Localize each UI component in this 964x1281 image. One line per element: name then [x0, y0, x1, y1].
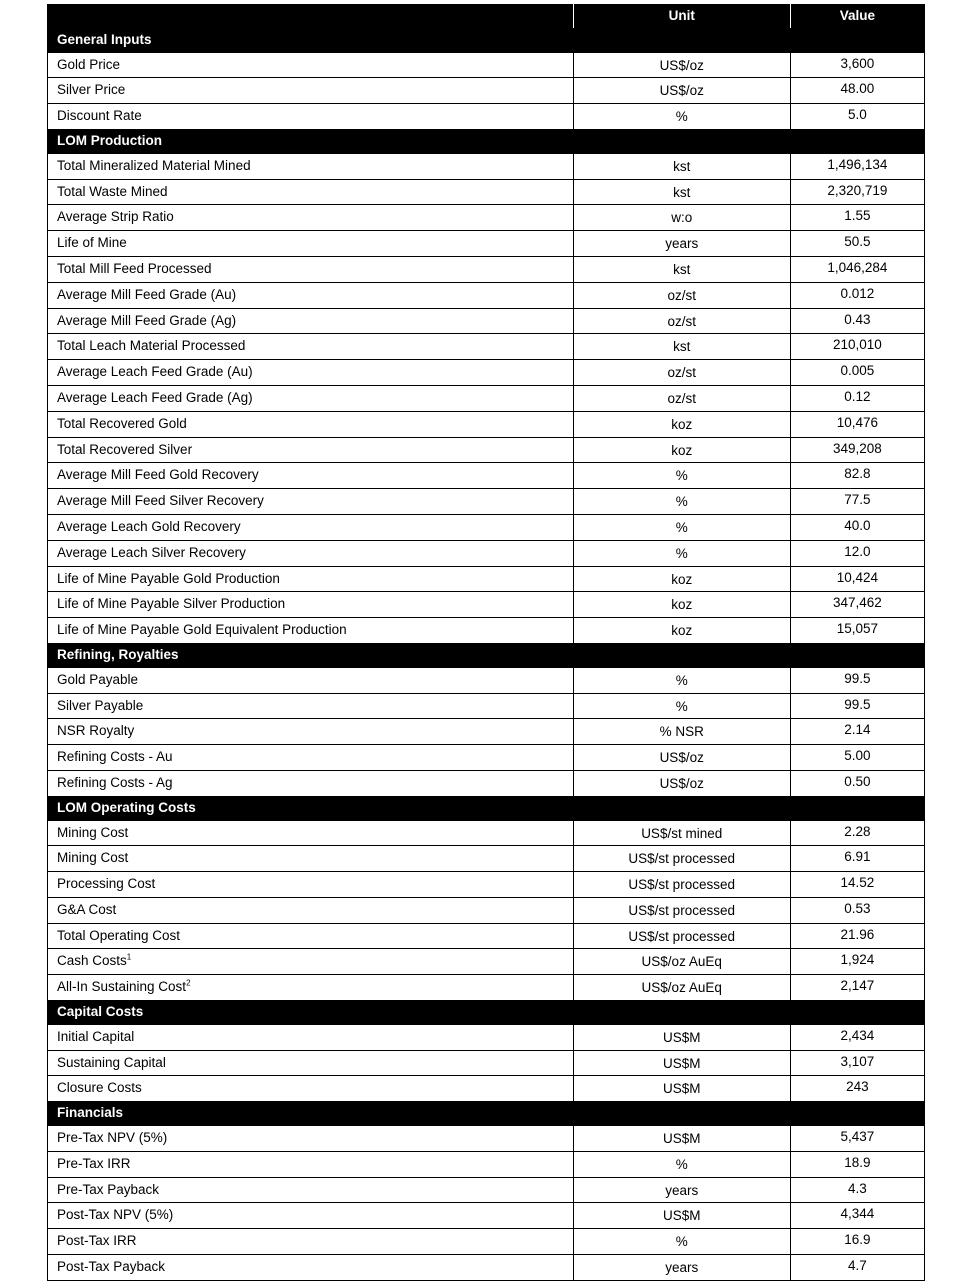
- row-label-cell: [48, 489, 574, 515]
- table-row: [48, 1126, 925, 1152]
- row-label-cell: [48, 308, 574, 334]
- row-label: All-In Sustaining Cost: [57, 979, 187, 995]
- row-value: 0.53: [790, 897, 924, 923]
- table-row: [48, 1151, 925, 1177]
- row-label: Life of Mine Payable Gold Equivalent Production: [57, 622, 347, 638]
- row-label-cell: [48, 1076, 574, 1102]
- row-label-cell: [48, 693, 574, 719]
- table-body: [48, 28, 925, 1280]
- row-label: Average Leach Feed Grade (Au): [57, 364, 253, 380]
- row-label: Silver Price: [57, 82, 126, 98]
- row-unit: US$/st mined: [573, 820, 790, 846]
- row-label: Refining Costs - Au: [57, 749, 173, 765]
- row-label: Average Mill Feed Gold Recovery: [57, 467, 259, 483]
- row-unit: years: [573, 1255, 790, 1281]
- row-value: 3,600: [790, 52, 924, 78]
- table-row: [48, 846, 925, 872]
- table-row: [48, 745, 925, 771]
- row-unit: oz/st: [573, 360, 790, 386]
- row-label-cell: [48, 78, 574, 104]
- row-value: 2.14: [790, 719, 924, 745]
- row-label: Average Leach Feed Grade (Ag): [57, 389, 253, 405]
- row-value: 1,496,134: [790, 153, 924, 179]
- row-unit: years: [573, 1177, 790, 1203]
- table-header-row: [48, 5, 925, 29]
- row-unit: %: [573, 1151, 790, 1177]
- row-label-cell: [48, 770, 574, 796]
- table-row: [48, 1229, 925, 1255]
- row-label: Sustaining Capital: [57, 1054, 166, 1070]
- row-value: 14.52: [790, 872, 924, 898]
- row-label-cell: [48, 385, 574, 411]
- table-row: [48, 489, 925, 515]
- row-label: Average Mill Feed Grade (Ag): [57, 312, 237, 328]
- table-row: [48, 437, 925, 463]
- row-unit: US$M: [573, 1050, 790, 1076]
- row-label-cell: [48, 923, 574, 949]
- table-row: [48, 463, 925, 489]
- section-header-row: [48, 643, 925, 667]
- row-label-cell: [48, 179, 574, 205]
- section-title: General Inputs: [48, 28, 925, 52]
- table-row: [48, 897, 925, 923]
- row-label: Total Waste Mined: [57, 183, 168, 199]
- row-label-cell: [48, 1050, 574, 1076]
- row-label-cell: [48, 1255, 574, 1281]
- row-value: 0.012: [790, 282, 924, 308]
- row-label-cell: [48, 411, 574, 437]
- row-label-cell: [48, 872, 574, 898]
- row-unit: koz: [573, 618, 790, 644]
- row-unit: oz/st: [573, 385, 790, 411]
- row-label: Average Mill Feed Silver Recovery: [57, 493, 264, 509]
- row-label-cell: [48, 846, 574, 872]
- row-unit: kst: [573, 179, 790, 205]
- table-row: [48, 334, 925, 360]
- row-label: Initial Capital: [57, 1028, 135, 1044]
- row-value: 5.0: [790, 104, 924, 130]
- row-unit: %: [573, 489, 790, 515]
- table-row: [48, 820, 925, 846]
- row-label-cell: [48, 334, 574, 360]
- row-unit: %: [573, 463, 790, 489]
- table-row: [48, 1255, 925, 1281]
- row-value: 349,208: [790, 437, 924, 463]
- row-label-cell: [48, 1151, 574, 1177]
- row-label-cell: [48, 153, 574, 179]
- row-label-cell: [48, 745, 574, 771]
- row-value: 10,424: [790, 566, 924, 592]
- table-row: [48, 872, 925, 898]
- row-label-cell: [48, 256, 574, 282]
- section-header-row: [48, 1001, 925, 1025]
- row-value: 40.0: [790, 514, 924, 540]
- row-unit: %: [573, 667, 790, 693]
- row-unit: US$/oz: [573, 52, 790, 78]
- table-row: [48, 385, 925, 411]
- row-label: Silver Payable: [57, 697, 144, 713]
- row-label-cell: [48, 566, 574, 592]
- row-value: 243: [790, 1076, 924, 1102]
- section-header-row: [48, 129, 925, 153]
- row-label: Life of Mine: [57, 235, 127, 251]
- row-label: Mining Cost: [57, 850, 129, 866]
- section-header-row: [48, 1102, 925, 1126]
- row-unit: %: [573, 693, 790, 719]
- row-label-cell: [48, 667, 574, 693]
- row-label: Cash Costs: [57, 953, 127, 969]
- row-label: Processing Cost: [57, 876, 156, 892]
- row-unit: %: [573, 514, 790, 540]
- table-row: [48, 411, 925, 437]
- table-row: [48, 1177, 925, 1203]
- table-row: [48, 592, 925, 618]
- row-label-cell: [48, 231, 574, 257]
- row-label: Total Mineralized Material Mined: [57, 157, 251, 173]
- row-value: 0.12: [790, 385, 924, 411]
- row-unit: %: [573, 104, 790, 130]
- row-label-cell: [48, 618, 574, 644]
- row-label: G&A Cost: [57, 901, 117, 917]
- row-unit: oz/st: [573, 282, 790, 308]
- row-unit: US$/oz: [573, 745, 790, 771]
- row-value: 0.005: [790, 360, 924, 386]
- row-label: Post-Tax NPV (5%): [57, 1207, 174, 1223]
- row-value: 1.55: [790, 205, 924, 231]
- table-row: [48, 514, 925, 540]
- row-label: Pre-Tax NPV (5%): [57, 1130, 168, 1146]
- table-row: [48, 719, 925, 745]
- row-label-cell: [48, 540, 574, 566]
- row-label: Total Operating Cost: [57, 927, 181, 943]
- table-row: [48, 52, 925, 78]
- table-row: [48, 566, 925, 592]
- row-value: 99.5: [790, 693, 924, 719]
- table-row: [48, 1076, 925, 1102]
- row-label: Closure Costs: [57, 1080, 142, 1096]
- row-label: Refining Costs - Ag: [57, 774, 173, 790]
- row-value: 2,147: [790, 975, 924, 1001]
- row-label-cell: [48, 282, 574, 308]
- row-unit: koz: [573, 437, 790, 463]
- row-label-cell: [48, 463, 574, 489]
- row-label: Mining Cost: [57, 824, 129, 840]
- header-unit: Unit: [573, 5, 790, 29]
- row-unit: koz: [573, 566, 790, 592]
- row-value: 210,010: [790, 334, 924, 360]
- row-value: 10,476: [790, 411, 924, 437]
- row-unit: US$/oz AuEq: [573, 949, 790, 975]
- section-header-row: [48, 796, 925, 820]
- row-value: 4,344: [790, 1203, 924, 1229]
- row-value: 15,057: [790, 618, 924, 644]
- table-row: [48, 693, 925, 719]
- table-row: [48, 282, 925, 308]
- row-label-cell: [48, 360, 574, 386]
- row-unit: % NSR: [573, 719, 790, 745]
- row-value: 0.50: [790, 770, 924, 796]
- row-label: Total Recovered Silver: [57, 441, 193, 457]
- footnote-marker: 2: [186, 978, 191, 988]
- table-row: [48, 618, 925, 644]
- row-value: 99.5: [790, 667, 924, 693]
- section-title: Refining, Royalties: [48, 643, 925, 667]
- row-label-cell: [48, 975, 574, 1001]
- row-unit: US$/st processed: [573, 846, 790, 872]
- row-value: 2,320,719: [790, 179, 924, 205]
- row-value: 3,107: [790, 1050, 924, 1076]
- row-label: Average Leach Silver Recovery: [57, 544, 246, 560]
- row-label-cell: [48, 104, 574, 130]
- row-unit: US$M: [573, 1076, 790, 1102]
- row-label: Pre-Tax IRR: [57, 1155, 131, 1171]
- row-label: Average Strip Ratio: [57, 209, 174, 225]
- row-unit: US$M: [573, 1203, 790, 1229]
- row-unit: oz/st: [573, 308, 790, 334]
- table-row: [48, 770, 925, 796]
- table-row: [48, 231, 925, 257]
- row-unit: %: [573, 1229, 790, 1255]
- row-label-cell: [48, 1126, 574, 1152]
- row-label: Discount Rate: [57, 108, 142, 124]
- section-title: Financials: [48, 1102, 925, 1126]
- row-unit: US$M: [573, 1126, 790, 1152]
- row-label: Total Leach Material Processed: [57, 338, 246, 354]
- table-row: [48, 179, 925, 205]
- table-row: [48, 104, 925, 130]
- table-row: [48, 153, 925, 179]
- table-row: [48, 360, 925, 386]
- row-value: 6.91: [790, 846, 924, 872]
- row-value: 77.5: [790, 489, 924, 515]
- row-value: 347,462: [790, 592, 924, 618]
- table-row: [48, 540, 925, 566]
- row-value: 2.28: [790, 820, 924, 846]
- row-value: 1,046,284: [790, 256, 924, 282]
- row-unit: kst: [573, 334, 790, 360]
- row-label: Post-Tax Payback: [57, 1259, 166, 1275]
- section-title: LOM Production: [48, 129, 925, 153]
- row-value: 1,924: [790, 949, 924, 975]
- row-value: 4.3: [790, 1177, 924, 1203]
- row-label-cell: [48, 1203, 574, 1229]
- header-label: [48, 5, 574, 29]
- row-label-cell: [48, 205, 574, 231]
- row-unit: w:o: [573, 205, 790, 231]
- row-label-cell: [48, 514, 574, 540]
- row-label: Gold Payable: [57, 671, 139, 687]
- row-unit: %: [573, 540, 790, 566]
- table-row: [48, 1203, 925, 1229]
- row-label: Post-Tax IRR: [57, 1233, 137, 1249]
- row-label: Gold Price: [57, 56, 121, 72]
- table-row: [48, 205, 925, 231]
- table-row: [48, 975, 925, 1001]
- row-value: 21.96: [790, 923, 924, 949]
- row-value: 82.8: [790, 463, 924, 489]
- row-unit: US$/st processed: [573, 897, 790, 923]
- row-label: Average Mill Feed Grade (Au): [57, 286, 237, 302]
- row-value: 12.0: [790, 540, 924, 566]
- row-unit: US$/st processed: [573, 872, 790, 898]
- table-row: [48, 256, 925, 282]
- table-row: [48, 667, 925, 693]
- row-unit: kst: [573, 153, 790, 179]
- row-value: 4.7: [790, 1255, 924, 1281]
- row-label: NSR Royalty: [57, 723, 135, 739]
- row-label-cell: [48, 820, 574, 846]
- row-label-cell: [48, 897, 574, 923]
- section-title: LOM Operating Costs: [48, 796, 925, 820]
- table-row: [48, 78, 925, 104]
- section-title: Capital Costs: [48, 1001, 925, 1025]
- row-label-cell: [48, 1024, 574, 1050]
- table-row: [48, 1024, 925, 1050]
- row-label: Total Mill Feed Processed: [57, 260, 212, 276]
- row-label-cell: [48, 592, 574, 618]
- row-label: Pre-Tax Payback: [57, 1181, 160, 1197]
- summary-table: [47, 4, 925, 1281]
- row-value: 18.9: [790, 1151, 924, 1177]
- row-unit: koz: [573, 592, 790, 618]
- row-value: 0.43: [790, 308, 924, 334]
- row-unit: US$/oz: [573, 770, 790, 796]
- row-unit: US$/st processed: [573, 923, 790, 949]
- row-label-cell: [48, 949, 574, 975]
- row-value: 5.00: [790, 745, 924, 771]
- row-label: Total Recovered Gold: [57, 415, 187, 431]
- table-row: [48, 308, 925, 334]
- header-value: Value: [790, 5, 924, 29]
- row-unit: US$M: [573, 1024, 790, 1050]
- row-value: 16.9: [790, 1229, 924, 1255]
- table-row: [48, 949, 925, 975]
- row-value: 5,437: [790, 1126, 924, 1152]
- footnote-marker: 1: [126, 952, 132, 962]
- row-value: 2,434: [790, 1024, 924, 1050]
- row-label-cell: [48, 1229, 574, 1255]
- row-label: Life of Mine Payable Gold Production: [57, 570, 280, 586]
- row-unit: years: [573, 231, 790, 257]
- row-value: 48.00: [790, 78, 924, 104]
- row-label-cell: [48, 719, 574, 745]
- row-label: Life of Mine Payable Silver Production: [57, 596, 286, 612]
- row-unit: kst: [573, 256, 790, 282]
- row-unit: koz: [573, 411, 790, 437]
- row-label-cell: [48, 1177, 574, 1203]
- row-label: Average Leach Gold Recovery: [57, 518, 241, 534]
- row-value: 50.5: [790, 231, 924, 257]
- row-unit: US$/oz AuEq: [573, 975, 790, 1001]
- row-label-cell: [48, 52, 574, 78]
- section-header-row: [48, 28, 925, 52]
- table-row: [48, 1050, 925, 1076]
- row-unit: US$/oz: [573, 78, 790, 104]
- row-label-cell: [48, 437, 574, 463]
- table-row: [48, 923, 925, 949]
